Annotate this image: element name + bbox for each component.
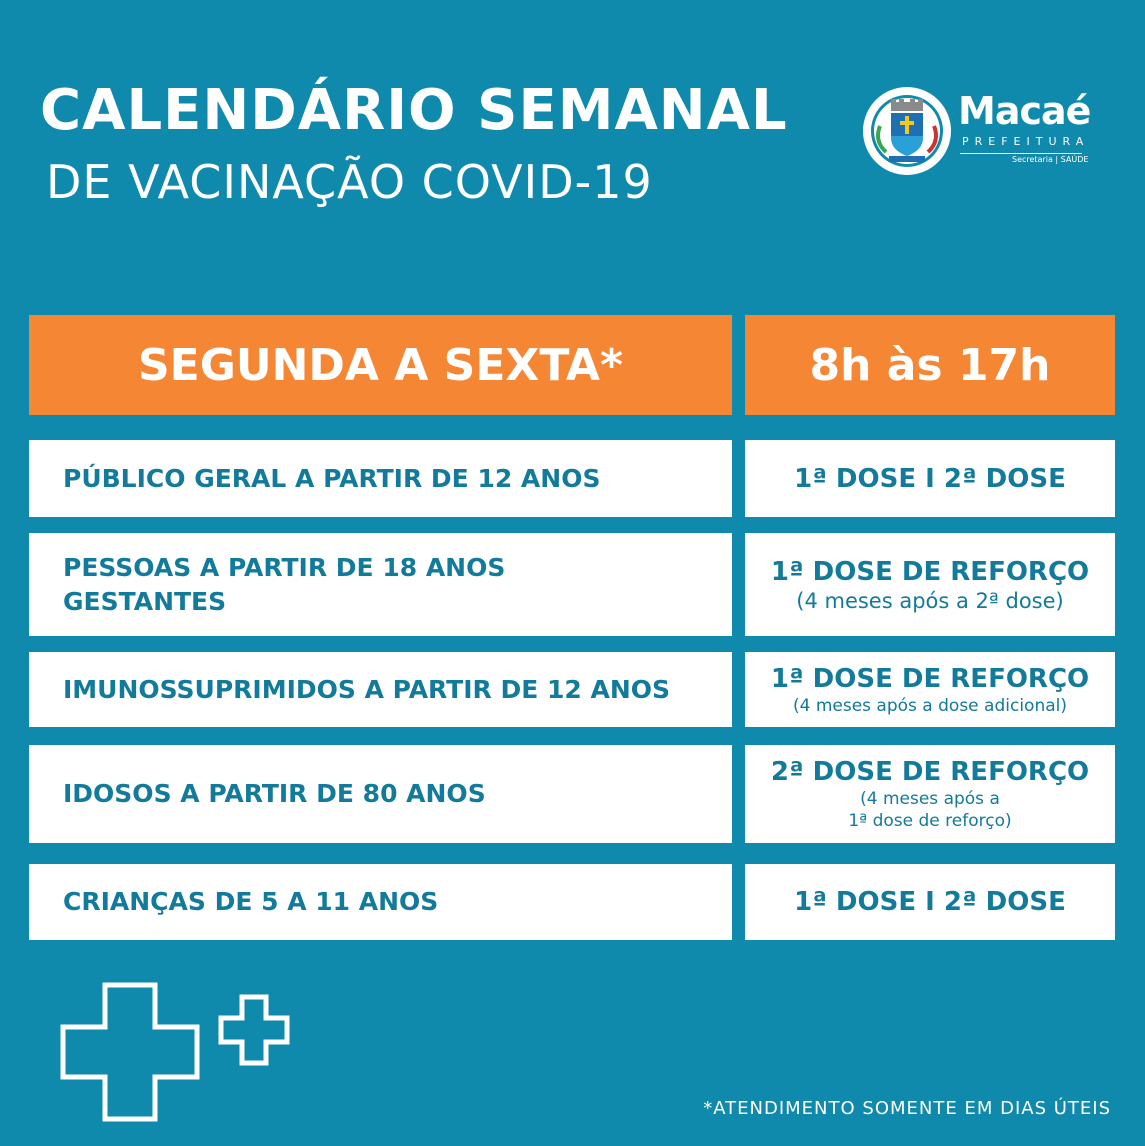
audience-text: PÚBLICO GERAL A PARTIR DE 12 ANOS [63, 463, 601, 493]
table-row-dose [745, 745, 1115, 843]
logo-subtitle: PREFEITURA [962, 135, 1090, 148]
header-days [29, 315, 732, 415]
table-row-dose [745, 440, 1115, 517]
logo-name: Macaé [958, 89, 1091, 133]
dose-text: 1ª DOSE DE REFORÇO [770, 556, 1090, 587]
page-subtitle: DE VACINAÇÃO COVID-19 [46, 155, 653, 209]
table-row-audience [29, 440, 732, 517]
logo-divider [960, 153, 1082, 154]
logo-department: Secretaria | SAÚDE [1012, 155, 1089, 164]
header-hours-label: 8h às 17h [809, 339, 1051, 391]
audience-text: CRIANÇAS DE 5 A 11 ANOS [63, 887, 439, 916]
dose-note: 1ª dose de reforço) [848, 811, 1012, 831]
plus-cross-large-icon [60, 982, 200, 1122]
page-title: CALENDÁRIO SEMANAL [40, 78, 788, 143]
macae-logo [862, 86, 1112, 176]
header-days-label: SEGUNDA A SEXTA* [137, 339, 623, 391]
header-hours [745, 315, 1115, 415]
dose-text: 1ª DOSE I 2ª DOSE [794, 887, 1066, 917]
table-row-audience [29, 745, 732, 843]
table-row-audience [29, 864, 732, 940]
dose-text: 1ª DOSE I 2ª DOSE [794, 463, 1066, 494]
audience-text: IMUNOSSUPRIMIDOS A PARTIR DE 12 ANOS [63, 674, 671, 704]
dose-text: 1ª DOSE DE REFORÇO [770, 663, 1090, 694]
table-row-dose [745, 533, 1115, 636]
plus-cross-small-icon [218, 994, 290, 1066]
dose-text: 2ª DOSE DE REFORÇO [770, 757, 1090, 787]
dose-note: (4 meses após a dose adicional) [792, 695, 1067, 716]
dose-note: (4 meses após a 2ª dose) [796, 588, 1064, 613]
table-row-dose [745, 652, 1115, 727]
dose-note: (4 meses após a [860, 789, 1000, 809]
footnote: *ATENDIMENTO SOMENTE EM DIAS ÚTEIS [703, 1098, 1111, 1119]
coat-of-arms-icon [862, 86, 952, 176]
audience-text: GESTANTES [63, 586, 227, 616]
table-row-dose [745, 864, 1115, 940]
table-row-audience [29, 652, 732, 727]
table-row-audience [29, 533, 732, 636]
audience-text: PESSOAS A PARTIR DE 18 ANOS [63, 552, 506, 582]
audience-text: IDOSOS A PARTIR DE 80 ANOS [63, 779, 486, 808]
